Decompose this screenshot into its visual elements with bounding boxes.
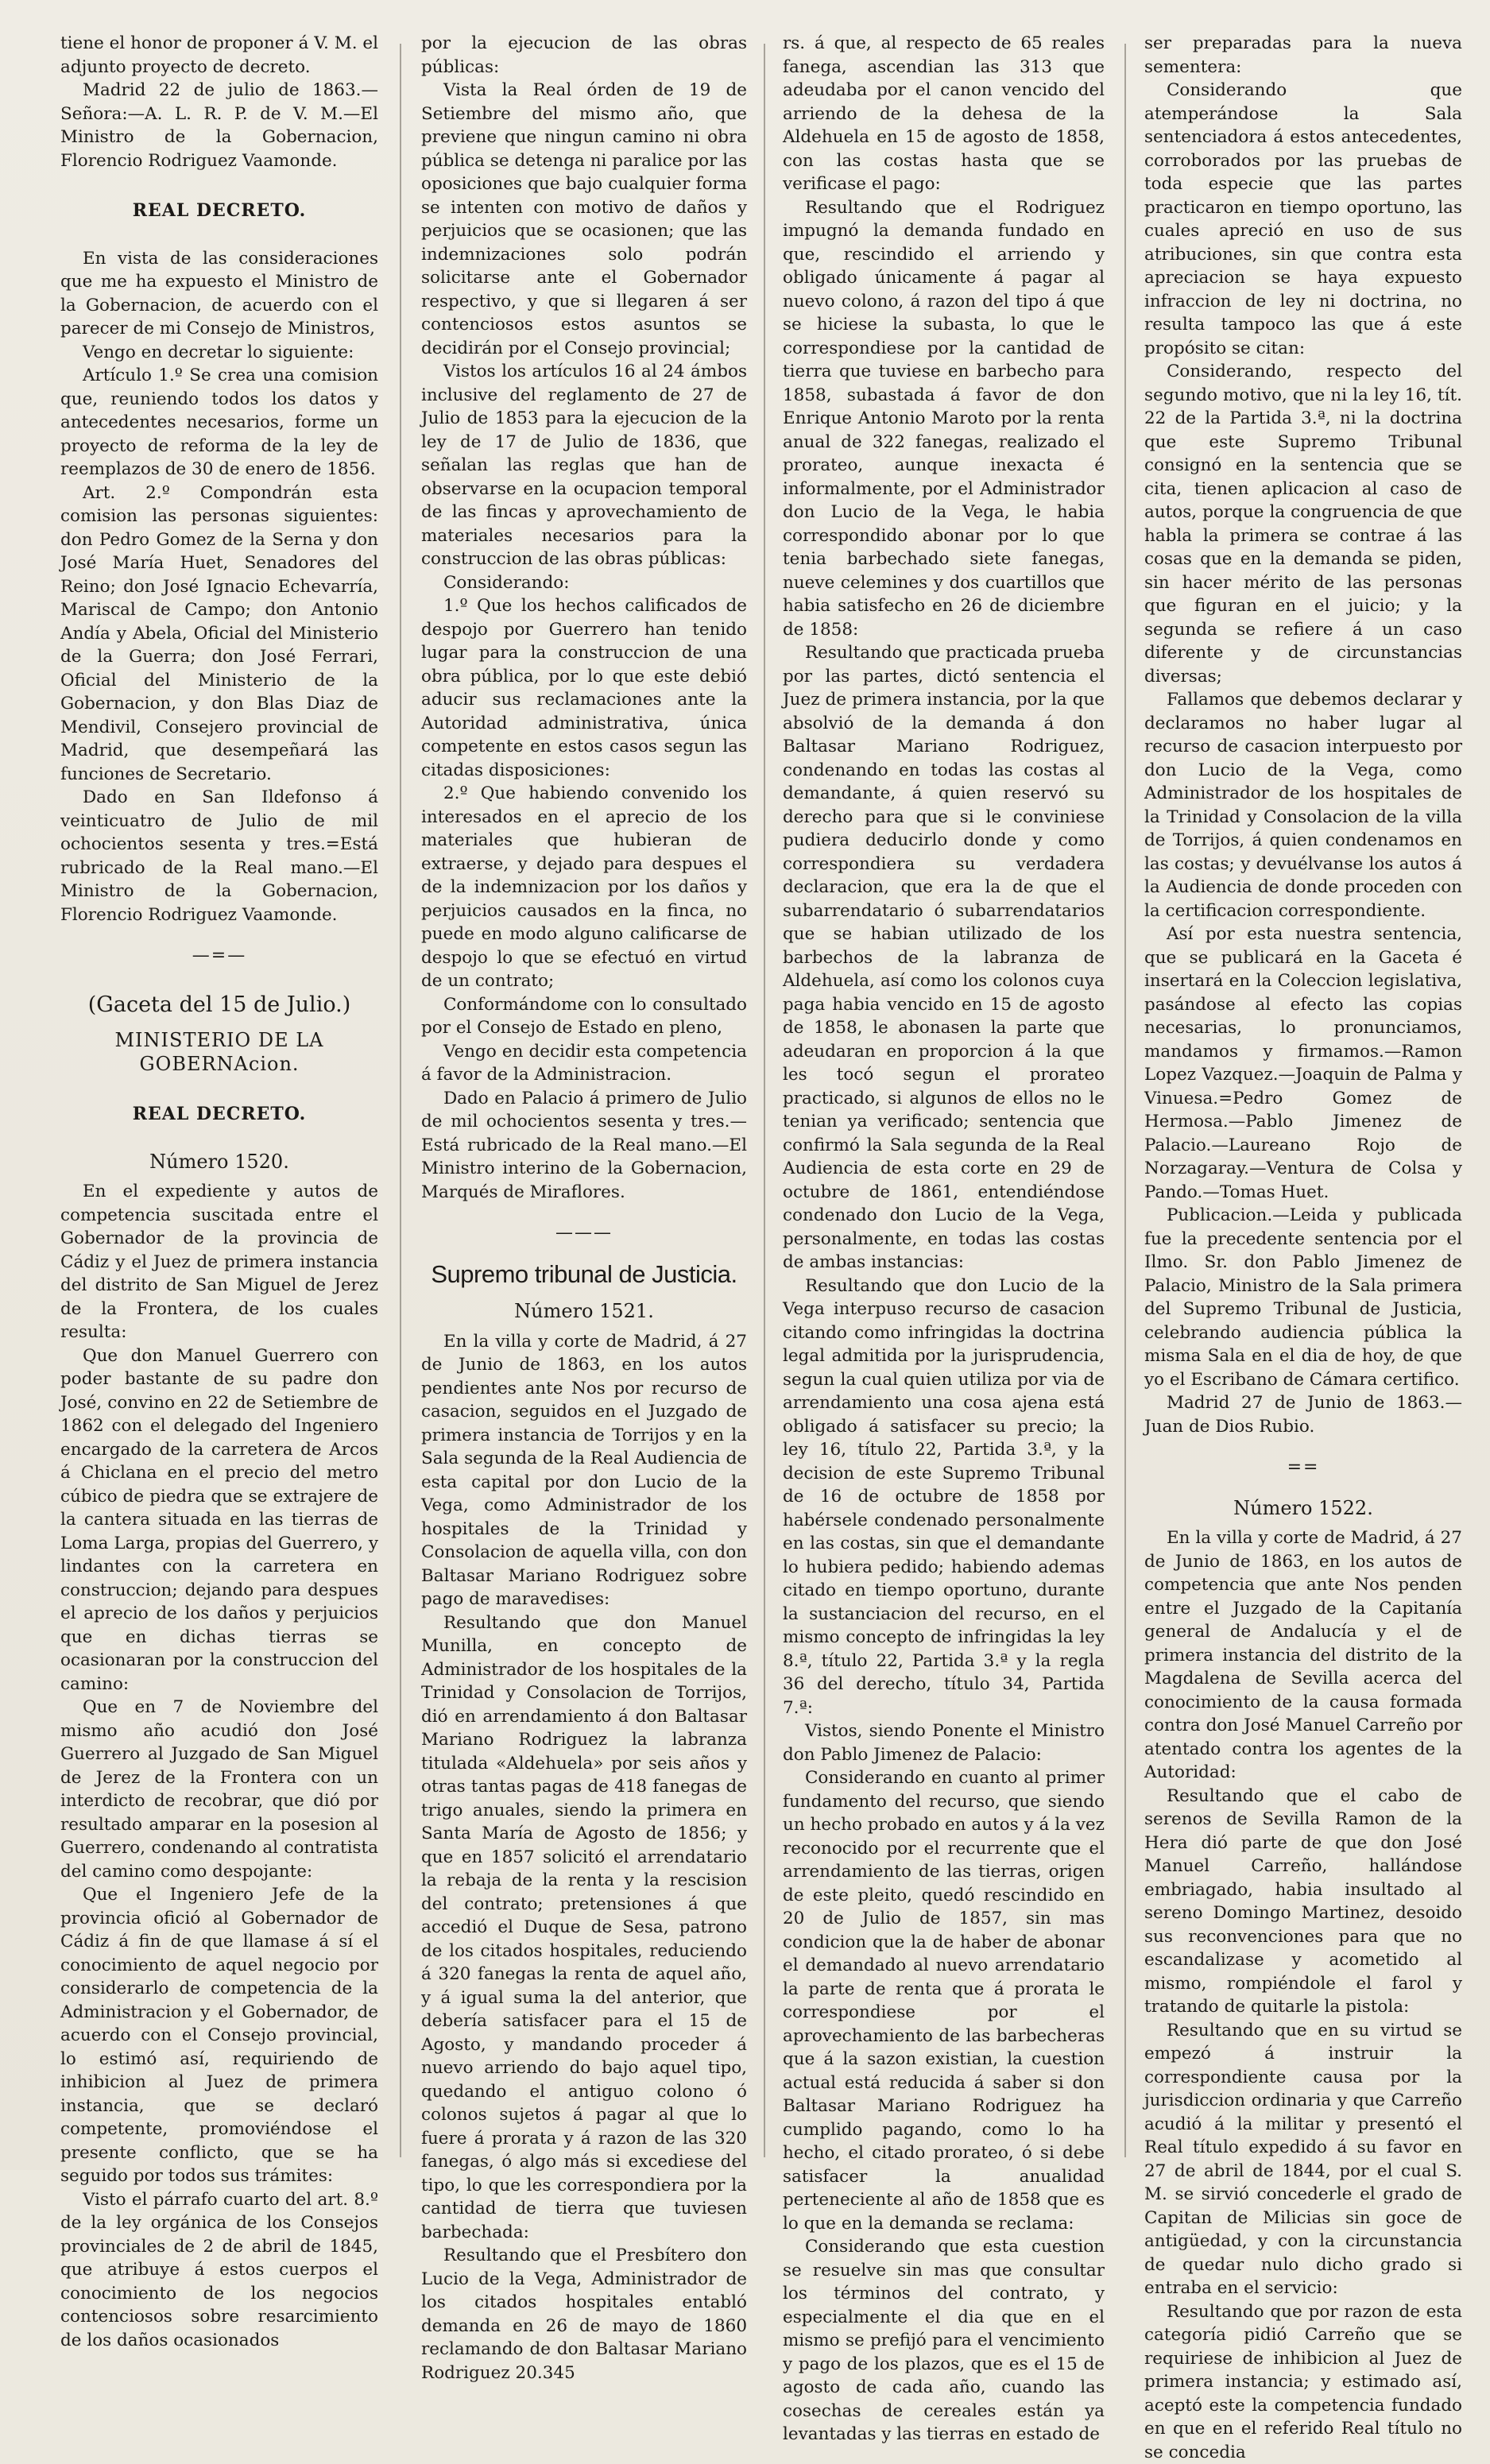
separator: ——— — [421, 1221, 747, 1245]
section-heading: REAL DECRETO. — [60, 1103, 378, 1127]
column-3 — [783, 32, 1105, 2161]
paragraph: Considerando en cuanto al primer fundamento del recurso, que siendo un hecho probado en autos y á la vez reconocido por el recurrente que el arrendamiento de las tierras, origen de este pleito, quedó rescindido en 20 de Julio de 1857, sin mas condicion que la de haber de abonar el demandado al nuevo arrendatario la parte de renta que á prorata le correspondiese por el aprovechamiento de las barbecheras que á la sazon existian, la cuestion actual está reducida á saber si don Baltasar Mariano Rodriguez ha cumplido pagando, como lo ha hecho, el citado prorateo, ó si debe satisfacer la anualidad perteneciente al año de 1858 que es lo que en la demanda se reclama: — [783, 1766, 1105, 2235]
paragraph: Resultando que el cabo de serenos de Sevilla Ramon de la Hera dió parte de que don José Manuel Carreño, hallándose embriagado, habia insultado al sereno Domingo Martinez, desoido sus reconvenciones para que no escandalizase y acometido al mismo, rompiéndole el farol y tratando de quitarle la pistola: — [1144, 1785, 1462, 2019]
paragraph: Vistos, siendo Ponente el Ministro don Pablo Jimenez de Palacio: — [783, 1719, 1105, 1766]
section-heading: REAL DECRETO. — [60, 199, 378, 223]
paragraph: Resultando que el Presbítero don Lucio de la Vega, Administrador de los citados hospitales entabló demanda en 26 de mayo de 1860 reclamando de don Baltasar Mariano Rodriguez 20.345 — [421, 2244, 747, 2385]
paragraph: Que el Ingeniero Jefe de la provincia ofició al Gobernador de Cádiz á fin de que llamase á sí el conocimiento de aquel negocio por considerarlo de competencia de la Administracion y el Gobernador, de acuerdo con el Consejo provincial, lo estimó así, requiriendo de inhibicion al Juez de primera instancia, que se declaró competente, promoviéndose el presente conflicto, que se ha seguido por todos sus trámites: — [60, 1883, 378, 2188]
column-rule — [400, 44, 401, 2157]
paragraph: Resultando que don Lucio de la Vega interpuso recurso de casacion citando como infringidas la doctrina legal admitida por la jurisprudencia, segun la cual quien utiliza por via de arrendamiento una cosa ajena está obligado á satisfacer su precio; la ley 16, título 22, Partida 3.ª, y la decision de este Supremo Tribunal de 16 de octubre de 1858 por habérsele condenado personalmente en las costas, sin que el demandante lo hubiera pedido; habiendo ademas citado en tiempo oportuno, durante la sustanciacion del recurso, en el mismo concepto de infringidas la ley 8.ª, título 22, Partida 3.ª y la regla 36 del derecho, título 34, Partida 7.ª: — [783, 1275, 1105, 1720]
paragraph: Vengo en decretar lo siguiente: — [60, 341, 378, 365]
court-heading: Supremo tribunal de Justicia. — [421, 1263, 747, 1286]
paragraph: En el expediente y autos de competencia suscitada entre el Gobernador de la provincia de Cádiz y el Juez de primera instancia del distrito de San Miguel de Jerez de la Frontera, de los cuales resulta: — [60, 1180, 378, 1344]
paragraph: Madrid 22 de julio de 1863.—Señora:—A. L. R. P. de V. M.—El Ministro de la Gobernacion, Florencio Rodriguez Vaamonde. — [60, 79, 378, 172]
paragraph: Así por esta nuestra sentencia, que se publicará en la Gaceta é insertará en la Coleccion legislativa, pasándose al efecto las copias necesarias, lo pronunciamos, mandamos y firmamos.—Ramon Lopez Vazquez.—Joaquin de Palma y Vinuesa.=Pedro Gomez de Hermosa.—Pablo Jimenez de Palacio.—Laureano Rojo de Norzagaray.—Ventura de Colsa y Pando.—Tomas Huet. — [1144, 923, 1462, 1204]
paragraph: Dado en Palacio á primero de Julio de mil ochocientos sesenta y tres.—Está rubricado de la Real mano.—El Ministro interino de la Gobernacion, Marqués de Miraflores. — [421, 1087, 747, 1205]
paragraph: Resultando que practicada prueba por las partes, dictó sentencia el Juez de primera instancia, por la que absolvió de la demanda á don Baltasar Mariano Rodriguez, condenando en todas las costas al demandante, á quien reservó su derecho para que si le conviniese pudiera deducirlo donde y como correspondiera su verdadera declaracion, que era la de que el subarrendatario ó subarrendatarios que se habian utilizado de los barbechos de la labranza de Aldehuela, así como los colonos cuya paga habia vencido en 15 de agosto de 1858, le abonasen la parte que adeudaran en proporcion á la que les tocó segun el prorateo practicado, si algunos de ellos no le tenian ya verificado; sentencia que confirmó la Sala segunda de la Real Audiencia de esta corte en 29 de octubre de 1861, entendiéndose condenado don Lucio de la Vega, personalmente, en todas las costas de ambas instancias: — [783, 641, 1105, 1275]
paragraph: Resultando que en su virtud se empezó á instruir la correspondiente causa por la jurisdiccion ordinaria y que Carreño acudió á la militar y presentó el Real título expedido á su favor en 27 de abril de 1844, por el cual S. M. se sirvió concederle el grado de Capitan de Milicias sin goce de antigüedad, y con la circunstancia de quedar nulo dicho grado si entraba en el servicio: — [1144, 2019, 1462, 2300]
paragraph: 2.º Que habiendo convenido los interesados en el aprecio de los materiales que hubieran de extraerse, y dejado para despues el de la indemnizacion por los daños y perjuicios causados en la finca, no puede en modo alguno calificarse de despojo lo que se efectuó en virtud de un contrato; — [421, 782, 747, 993]
paragraph: Resultando que por razon de esta categoría pidió Carreño que se requiriese de inhibicion al Juez de primera instancia; y estimado así, aceptó este la competencia fundado en que en el referido Real título no se concedia — [1144, 2300, 1462, 2464]
paragraph: rs. á que, al respecto de 65 reales fanega, ascendian las 313 que adeudaba por el canon vencido del arriendo de la dehesa de la Aldehuela en 15 de agosto de 1858, con las costas hasta que se verificase el pago: — [783, 32, 1105, 196]
paragraph: En la villa y corte de Madrid, á 27 de Junio de 1863, en los autos de competencia que ante Nos penden entre el Juzgado de la Capitanía general de Andalucía y el de primera instancia del distrito de la Magdalena de Sevilla acerca del conocimiento de la causa formada contra don José Manuel Carreño por atentado contra los agentes de la Autoridad: — [1144, 1526, 1462, 1785]
paragraph: Considerando: — [421, 571, 747, 595]
document-number: Número 1520. — [60, 1151, 378, 1174]
document-number: Número 1521. — [421, 1300, 747, 1324]
paragraph: Considerando, respecto del segundo motivo, que ni la ley 16, tít. 22 de la Partida 3.ª, ni la doctrina que este Supremo Tribunal consignó en la sentencia que se cita, tienen aplicacion al caso de autos, porque la congruencia de que habla la primera se contrae á las cosas que en la demanda se piden, sin hacer mérito de las personas que figuran en el juicio; y la segunda se refiere á un caso diferente y de circunstancias diversas; — [1144, 360, 1462, 688]
paragraph: Considerando que esta cuestion se resuelve sin mas que consultar los términos del contrato, y especialmente el dia que en el mismo se prefijó para el vencimiento y pago de los plazos, que es el 15 de agosto de cada año, cuando las cosechas de cereales están ya levantadas y las tierras en estado de — [783, 2235, 1105, 2447]
separator: == — [1144, 1456, 1462, 1480]
paragraph: Conformándome con lo consultado por el Consejo de Estado en pleno, — [421, 993, 747, 1040]
paragraph: Vistos los artículos 16 al 24 ámbos inclusive del reglamento de 27 de Julio de 1853 para la ejecucion de la ley de 17 de Julio de 1836, que señalan las reglas que han de observarse en la ocupacion temporal de las fincas y aprovechamiento de materiales necesarios para la construccion de las obras públicas: — [421, 360, 747, 571]
paragraph: Que en 7 de Noviembre del mismo año acudió don José Guerrero al Juzgado de San Miguel de Jerez de la Frontera con un interdicto de recobrar, que dió por resultado amparar en la posesion al Guerrero, condenando al contratista del camino como despojante: — [60, 1696, 378, 1883]
paragraph: En la villa y corte de Madrid, á 27 de Junio de 1863, en los autos pendientes ante Nos por recurso de casacion, seguidos en el Juzgado de primera instancia de Torrijos y en la Sala segunda de la Real Audiencia de esta capital por don Lucio de la Vega, como Administrador de los hospitales de la Trinidad y Consolacion de aquella villa, con don Baltasar Mariano Rodriguez sobre pago de maravedises: — [421, 1330, 747, 1611]
column-rule — [764, 44, 765, 2157]
paragraph: Visto el párrafo cuarto del art. 8.º de la ley orgánica de los Consejos provinciales de 2 de abril de 1845, que atribuye á estos cuerpos el conocimiento de los negocios contenciosos sobre resarcimiento de los daños ocasionados — [60, 2188, 378, 2353]
paragraph: Vista la Real órden de 19 de Setiembre del mismo año, que previene que ningun camino ni obra pública se detenga ni paralice por las oposiciones que bajo cualquier forma se intenten con motivo de daños y perjuicios que se ocasionen; que las indemnizaciones solo podrán solicitarse ante el Gobernador respectivo, y que si llegaren á ser contenciosos estos asuntos se decidirán por el Consejo provincial; — [421, 79, 747, 360]
paragraph: Publicacion.—Leida y publicada fue la precedente sentencia por el Ilmo. Sr. don Pablo Jimenez de Palacio, Ministro de la Sala primera del Supremo Tribunal de Justicia, celebrando audiencia pública la misma Sala en el dia de hoy, de que yo el Escribano de Cámara certifico. — [1144, 1204, 1462, 1391]
paragraph: Resultando que don Manuel Munilla, en concepto de Administrador de los hospitales de la Trinidad y Consolacion de Torrijos, dió en arrendamiento á don Baltasar Mariano Rodriguez la labranza titulada «Aldehuela» por seis años y otras tantas pagas de 418 fanegas de trigo anuales, siendo la primera en Santa María de Agosto de 1856; y que en 1857 solicitó el arrendatario la rebaja de la renta y la rescision del contrato; pretensiones á que accedió el Duque de Sesa, patrono de los citados hospitales, reduciendo á 320 fanegas la renta de aquel año, y á igual suma la del anterior, que debería satisfacer para el 15 de Agosto, y mandando proceder á nuevo arriendo do bajo aquel tipo, quedando el antiguo colono ó colonos sujetos á pagar al que lo fuere á prorata y á razon de las 320 fanegas, ó algo más si excediese del tipo, lo que les correspondiera por la cantidad de tierra que tuviesen barbechada: — [421, 1611, 747, 2245]
column-1 — [60, 32, 378, 2161]
separator: —=— — [60, 944, 378, 968]
paragraph: Madrid 27 de Junio de 1863.—Juan de Dios Rubio. — [1144, 1391, 1462, 1438]
column-rule — [1124, 44, 1126, 2157]
paragraph: Art. 2.º Compondrán esta comision las personas siguientes: don Pedro Gomez de la Serna y don José María Huet, Senadores del Reino; don José Ignacio Echevarría, Mariscal de Campo; don Antonio Andía y Abela, Oficial del Ministerio de la Guerra; don José Ferrari, Oficial del Ministerio de la Gobernacion, y don Blas Diaz de Mendivil, Consejero provincial de Madrid, que desempeñará las funciones de Secretario. — [60, 482, 378, 787]
paragraph: por la ejecucion de las obras públicas: — [421, 32, 747, 79]
paragraph: Artículo 1.º Se crea una comision que, reuniendo todos los datos y antecedentes necesarios, forme un proyecto de reforma de la ley de reemplazos de 30 de enero de 1856. — [60, 364, 378, 482]
paragraph: En vista de las consideraciones que me ha expuesto el Ministro de la Gobernacion, de acuerdo con el parecer de mi Consejo de Ministros, — [60, 247, 378, 341]
gazette-date-heading: (Gaceta del 15 de Julio.) — [60, 993, 378, 1017]
paragraph: ser preparadas para la nueva sementera: — [1144, 32, 1462, 79]
paragraph: Resultando que el Rodriguez impugnó la demanda fundado en que, rescindido el arriendo y obligado únicamente á pagar al nuevo colono, á razon del tipo á que se hiciese la subasta, lo que le correspondiese por la cantidad de tierra que tuviese en barbecho para 1858, subastada á favor de don Enrique Antonio Maroto por la renta anual de 322 fanegas, realizado el prorateo, aunque inexacta é informalmente, por el Administrador don Lucio de la Vega, le habia correspondido abonar por lo que tenia barbechado siete fanegas, nueve celemines y dos cuartillos que habia satisfecho en 26 de diciembre de 1858: — [783, 196, 1105, 642]
paragraph: Dado en San Ildefonso á veinticuatro de Julio de mil ochocientos sesenta y tres.=Está rubricado de la Real mano.—El Ministro de la Gobernacion, Florencio Rodriguez Vaamonde. — [60, 786, 378, 926]
paragraph: Que don Manuel Guerrero con poder bastante de su padre don José, convino en 22 de Setiembre de 1862 con el delegado del Ingeniero encargado de la carretera de Arcos á Chiclana en el precio del metro cúbico de piedra que se extrajere de la cantera situada en las tierras de Loma Larga, propias del Guerrero, y lindantes con la carretera en construccion; dejando para despues el aprecio de los daños y perjuicios que en dichas tierras se ocasionaran por la construccion del camino: — [60, 1344, 378, 1696]
paragraph: Fallamos que debemos declarar y declaramos no haber lugar al recurso de casacion interpuesto por don Lucio de la Vega, como Administrador de los hospitales de la Trinidad y Consolacion de la villa de Torrijos, á quien condenamos en las costas; y devuélvanse los autos á la Audiencia de donde proceden con la certificacion correspondiente. — [1144, 688, 1462, 923]
column-4 — [1144, 32, 1462, 2161]
paragraph: 1.º Que los hechos calificados de despojo por Guerrero han tenido lugar para la construccion de una obra pública, por lo que este debió aducir sus reclamaciones ante la Autoridad administrativa, única competente en estos casos segun las citadas disposiciones: — [421, 594, 747, 782]
paragraph: Vengo en decidir esta competencia á favor de la Administracion. — [421, 1040, 747, 1087]
paragraph: Considerando que atemperándose la Sala sentenciadora á estos antecedentes, corroborados por las pruebas de toda especie que las partes practicaron en tiempo oportuno, las cuales apreció en uso de sus atribuciones, sin que contra esta apreciacion se haya expuesto infraccion de ley ni doctrina, no resulta tampoco las que á este propósito se citan: — [1144, 79, 1462, 360]
paragraph: tiene el honor de proponer á V. M. el adjunto proyecto de decreto. — [60, 32, 378, 79]
document-number: Número 1522. — [1144, 1497, 1462, 1521]
column-2 — [421, 32, 747, 2161]
ministry-heading: MINISTERIO DE LA GOBERNAcion. — [60, 1029, 378, 1076]
